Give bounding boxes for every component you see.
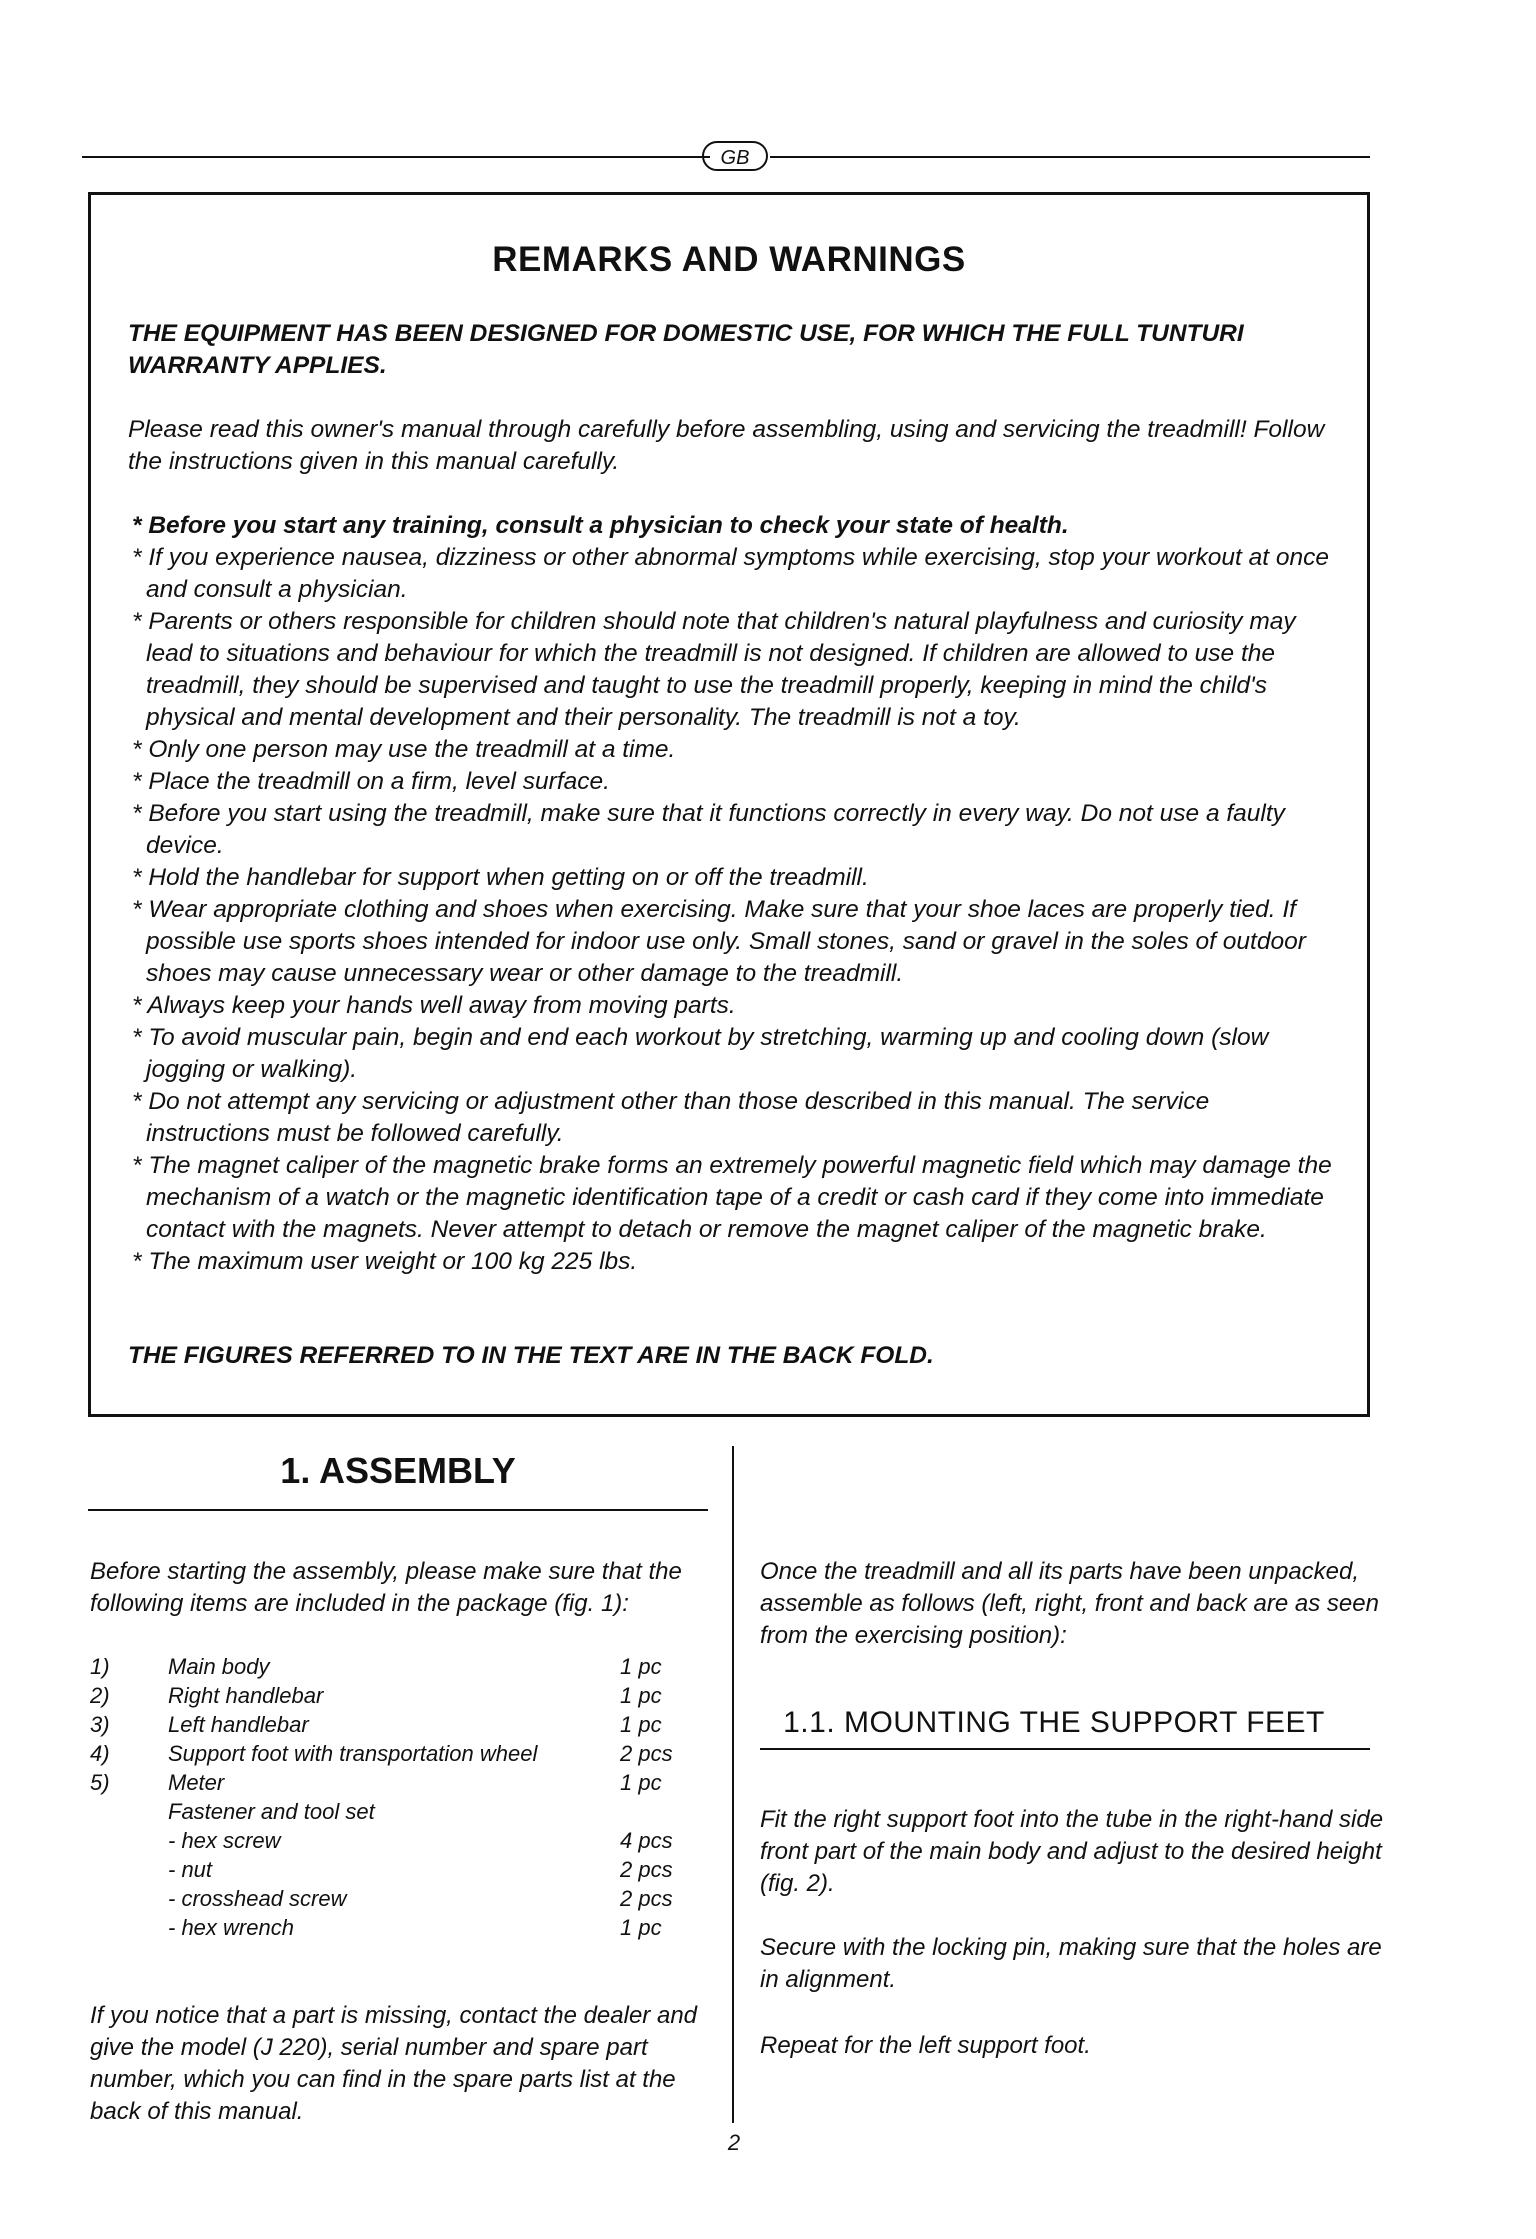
part-quantity: 1 pc — [620, 1915, 662, 1940]
part-row — [90, 1681, 690, 1710]
part-row — [90, 1884, 690, 1913]
warning-item: * The magnet caliper of the magnetic brake forms an extremely powerful magnetic field which may damage the mechanism of a watch or the magnetic identification tape of a credit or cash card if they come into immediate contact with the magnets. Never attempt to detach or remove the magnet caliper of the magnetic brake. — [132, 1152, 1332, 1243]
warning-item: * Wear appropriate clothing and shoes when exercising. Make sure that your shoe laces are properly tied. If possible use sports shoes intended for indoor use only. Small stones, sand or gravel in the soles of outdoor shoes may cause unnecessary wear or other damage to the treadmill. — [132, 896, 1306, 987]
assembly-title: 1. ASSEMBLY — [280, 1450, 516, 1491]
warning-item: * Before you start using the treadmill, make sure that it functions correctly in every way. Do not use a faulty device. — [132, 800, 1285, 859]
column-divider — [732, 1446, 734, 2123]
secure-instruction: Secure with the locking pin, making sure that the holes are in alignment. — [760, 1934, 1382, 1993]
header-rule-left — [82, 156, 710, 158]
part-name: - crosshead screw — [168, 1886, 347, 1911]
warranty-statement: THE EQUIPMENT HAS BEEN DESIGNED FOR DOMESTIC USE, FOR WHICH THE FULL TUNTURI WARRANTY APPLIES. — [128, 320, 1244, 379]
warning-item: * Parents or others responsible for children should note that children's natural playfulness and curiosity may lead to situations and behaviour for which the treadmill is not designed. If children are allowed to use the treadmill, they should be supervised and taught to use the treadmill properly, keeping in mind the child's physical and mental development and their personality. The treadmill is not a toy. — [132, 608, 1296, 731]
part-quantity: 1 pc — [620, 1770, 662, 1795]
part-row — [90, 1826, 690, 1855]
assembly-intro: Before starting the assembly, please make sure that the following items are included in the package (fig. 1): — [90, 1558, 682, 1617]
parts-list — [90, 1652, 690, 1942]
part-row — [90, 1652, 690, 1681]
part-number: 2) — [90, 1683, 110, 1708]
part-quantity: 2 pcs — [620, 1886, 673, 1911]
part-name: Support foot with transportation wheel — [168, 1741, 538, 1766]
warnings-list — [128, 510, 1338, 1278]
warning-item: * To avoid muscular pain, begin and end each workout by stretching, warming up and cooling down (slow jogging or walking). — [132, 1024, 1269, 1083]
part-name: Meter — [168, 1770, 225, 1795]
part-quantity: 1 pc — [620, 1654, 662, 1679]
repeat-instruction: Repeat for the left support foot. — [760, 2032, 1091, 2059]
part-name: Right handlebar — [168, 1683, 324, 1708]
warning-item: * Only one person may use the treadmill at a time. — [132, 736, 676, 763]
remarks-title: REMARKS AND WARNINGS — [492, 240, 966, 279]
subsection-title-rule — [760, 1748, 1370, 1750]
header-rule-right — [770, 156, 1370, 158]
assembly-title-rule — [88, 1509, 708, 1511]
warning-item: * If you experience nausea, dizziness or other abnormal symptoms while exercising, stop your workout at once and consult a physician. — [132, 544, 1330, 603]
part-number: 1) — [90, 1654, 110, 1679]
part-row — [90, 1913, 690, 1942]
part-name: Fastener and tool set — [168, 1799, 375, 1824]
part-name: - hex screw — [168, 1828, 281, 1853]
part-quantity: 4 pcs — [620, 1828, 673, 1853]
assembly-right-intro: Once the treadmill and all its parts have been unpacked, assemble as follows (left, right, front and back are as seen from the exercising position): — [760, 1558, 1379, 1649]
page-number: 2 — [727, 2130, 741, 2155]
missing-part-note: If you notice that a part is missing, contact the dealer and give the model (J 220), serial number and spare part number, which you can find in the spare parts list at the back of this manual. — [90, 2002, 698, 2125]
part-row — [90, 1739, 690, 1768]
part-quantity: 2 pcs — [620, 1857, 673, 1882]
part-quantity: 1 pc — [620, 1712, 662, 1737]
part-row — [90, 1855, 690, 1884]
part-row — [90, 1797, 690, 1826]
subsection-title: 1.1. MOUNTING THE SUPPORT FEET — [783, 1706, 1325, 1739]
figures-note: THE FIGURES REFERRED TO IN THE TEXT ARE IN THE BACK FOLD. — [128, 1342, 934, 1369]
warning-item: * Always keep your hands well away from moving parts. — [132, 992, 736, 1019]
part-number: 5) — [90, 1770, 110, 1795]
part-name: Main body — [168, 1654, 270, 1679]
part-name: - nut — [168, 1857, 213, 1882]
warning-item: * Hold the handlebar for support when getting on or off the treadmill. — [132, 864, 869, 891]
part-quantity: 1 pc — [620, 1683, 662, 1708]
part-name: - hex wrench — [168, 1915, 294, 1940]
part-name: Left handlebar — [168, 1712, 309, 1737]
language-badge: GB — [702, 141, 768, 171]
read-manual-note: Please read this owner's manual through carefully before assembling, using and servicing the treadmill! Follow the instructions given in this manual carefully. — [128, 416, 1325, 475]
warning-item: * Before you start any training, consult a physician to check your state of health. — [132, 512, 1069, 539]
part-number: 3) — [90, 1712, 110, 1737]
warning-item: * Do not attempt any servicing or adjustment other than those described in this manual. The service instructions must be followed carefully. — [132, 1088, 1210, 1147]
warning-item: * The maximum user weight or 100 kg 225 lbs. — [132, 1248, 638, 1275]
fit-foot-instruction: Fit the right support foot into the tube in the right-hand side front part of the main body and adjust to the desired height (fig. 2). — [760, 1806, 1384, 1897]
part-quantity: 2 pcs — [620, 1741, 673, 1766]
part-row — [90, 1768, 690, 1797]
warning-item: * Place the treadmill on a firm, level surface. — [132, 768, 610, 795]
part-row — [90, 1710, 690, 1739]
part-number: 4) — [90, 1741, 110, 1766]
